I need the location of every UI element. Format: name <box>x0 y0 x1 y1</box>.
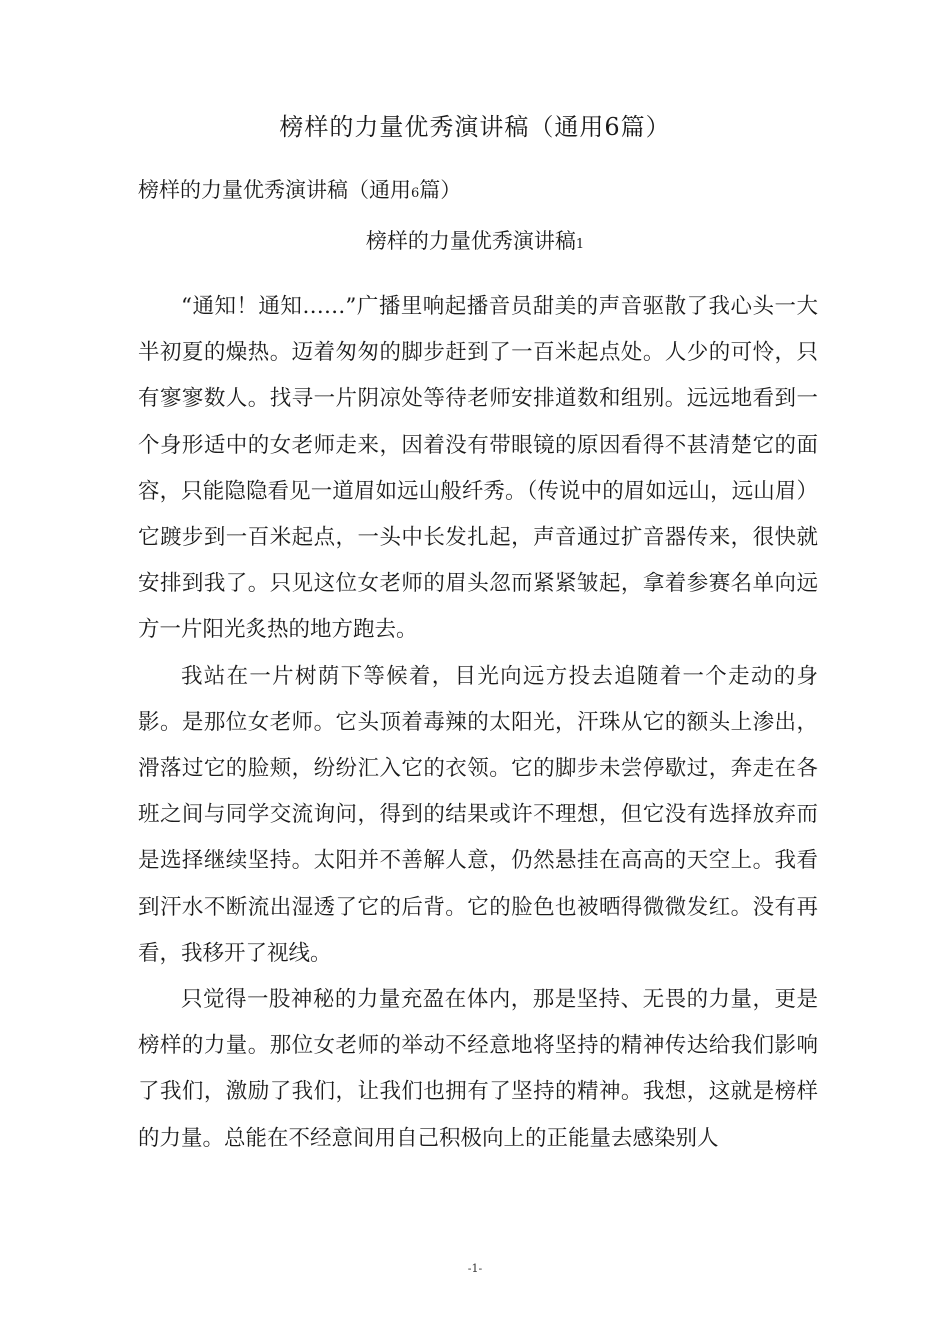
paragraph: “通知！通知……”广播里响起播音员甜美的声音驱散了我心头一大半初夏的燥热。迈着匆匆的脚步赶到了一百米起点处。人少的可怜，只有寥寥数人。找寻一片阴凉处等待老师安排道数和组别。远远地看到一个身形适中的女老师走来，因着没有带眼镜的原因看得不甚清楚它的面容，只能隐隐看见一道眉如远山般纤秀。（传说中的眉如远山，远山眉）它踱步到一百米起点，一头中长发扎起，声音通过扩音器传来，很快就安排到我了。只见这位女老师的眉头忽而紧紧皱起，拿着参赛名单向远方一片阳光炙热的地方跑去。 <box>138 294 818 643</box>
document-title: 榜样的力量优秀演讲稿（通用6篇） <box>279 113 671 141</box>
subtitle-text: 榜样的力量优秀演讲稿（通用 <box>138 178 411 202</box>
section-heading <box>0 227 950 259</box>
section-heading-number: 1 <box>575 237 585 252</box>
subtitle-number: 6 <box>411 186 420 201</box>
document-subtitle <box>138 176 461 208</box>
subtitle-end: 篇） <box>419 178 462 202</box>
section-heading-text: 榜样的力量优秀演讲稿 <box>365 229 576 253</box>
page-number: -1- <box>467 1262 483 1275</box>
paragraph: 我站在一片树荫下等候着，目光向远方投去追随着一个走动的身影。是那位女老师。它头顶着毒辣的太阳光，汗珠从它的额头上渗出，滑落过它的脸颊，纷纷汇入它的衣领。它的脚步未尝停歇过，奔走在各班之间与同学交流询问，得到的结果或许不理想，但它没有选择放弃而是选择继续坚持。太阳并不善解人意，仍然悬挂在高高的天空上。我看到汗水不断流出湿透了它的后背。它的脸色也被晒得微微发红。没有再看，我移开了视线。 <box>138 663 818 966</box>
article-body <box>138 284 818 1162</box>
paragraph: 只觉得一股神秘的力量充盈在体内，那是坚持、无畏的力量，更是榜样的力量。那位女老师的举动不经意地将坚持的精神传达给我们影响了我们，激励了我们，让我们也拥有了坚持的精神。我想，这就是榜样的力量。总能在不经意间用自己积极向上的正能量去感染别人 <box>138 987 818 1151</box>
